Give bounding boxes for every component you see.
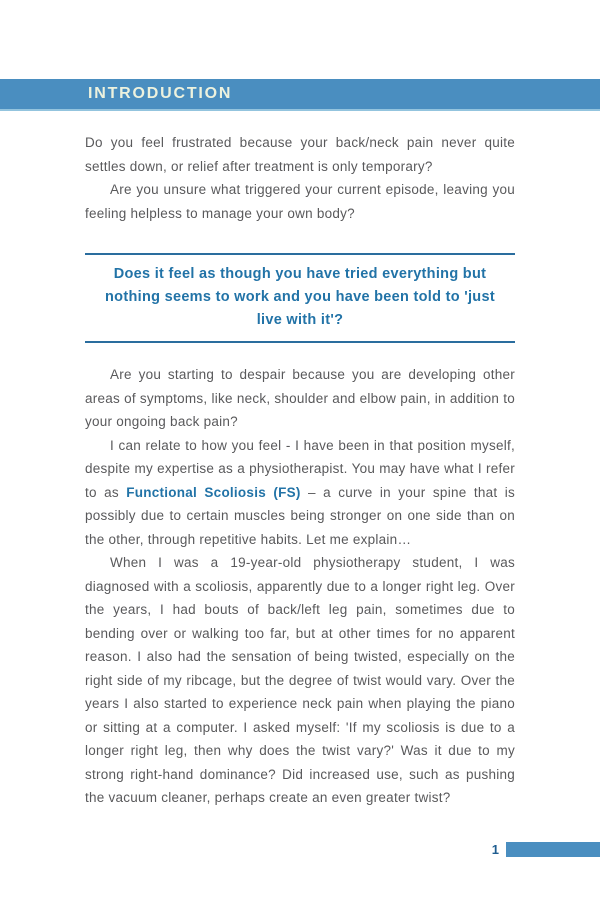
paragraph-despair: Are you starting to despair because you are developing other areas of symptoms, like neck, shoulder and elbow pain, in addition to your ongoing back pain? <box>85 367 515 429</box>
page-content <box>85 131 515 810</box>
chapter-header-bar <box>0 79 600 111</box>
paragraph-relate <box>85 434 515 552</box>
paragraph-relate-after: – a curve in your spine that is possibly due to certain muscles being stronger on one side than on the other, through repetitive habits. Let me explain… <box>85 484 515 547</box>
footer-accent-bar <box>506 842 600 857</box>
pull-quote-box <box>85 253 515 343</box>
functional-scoliosis-term: Functional Scoliosis (FS) <box>126 484 301 500</box>
paragraph-relate-before: I can relate to how you feel - I have been in that position myself, despite my expertise as a physiotherapist. You may have what I refer to as <box>85 437 515 500</box>
paragraph-unsure: Are you unsure what triggered your current episode, leaving you feeling helpless to manage your own body? <box>85 182 515 221</box>
paragraph-frustrated: Do you feel frustrated because your back/neck pain never quite settles down, or relief after treatment is only temporary? <box>85 135 515 174</box>
page-number: 1 <box>491 842 499 857</box>
page-footer <box>492 842 600 857</box>
paragraph-student-story: When I was a 19-year-old physiotherapy student, I was diagnosed with a scoliosis, apparently due to a longer right leg. Over the years, I had bouts of back/left leg pain, sometimes due to bending over or walking too far, but at other times for no apparent reason. I also had the sensation of being twisted, especially on the right side of my ribcage, but the degree of twist would vary. Over the years I also started to experience neck pain when playing the piano or sitting at a computer. I asked myself: 'If my scoliosis is due to a longer right leg, then why does the twist vary?' Was it due to my strong right-hand dominance? Did increased use, such as pushing the vacuum cleaner, perhaps create an even greater twist? <box>85 555 515 805</box>
chapter-title: INTRODUCTION <box>88 85 233 102</box>
pull-quote-text: Does it feel as though you have tried everything but nothing seems to work and you have been told to 'just live with it'? <box>105 266 495 328</box>
